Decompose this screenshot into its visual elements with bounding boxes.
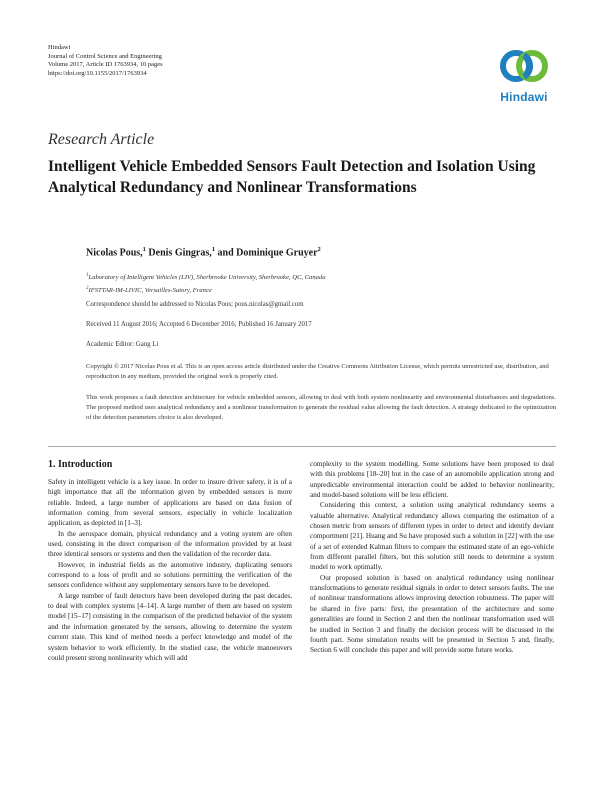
affiliation-mark: 2 xyxy=(86,286,89,292)
author-name[interactable]: Nicolas Pous, xyxy=(86,247,143,259)
author-name[interactable]: Denis Gingras, xyxy=(148,247,212,259)
author-name[interactable]: and Dominique Gruyer xyxy=(217,247,318,259)
affiliation-item xyxy=(86,283,556,296)
section-heading: 1. Introduction xyxy=(48,459,113,470)
paragraph: Considering this context, a solution using analytical redundancy seems a valuable alternative. Analytical redundancy allows comparing the estimation of a chosen metric from sensors of different types in order to detect and identify deviant comportment [21]. Huang and Su have proposed such a solution in [22] with the use of a set of extended Kalman filters to compare the estimated state of an ego-vehicle from different parallel filters, but this solution still needs to determine a system model to work optimally. xyxy=(310,501,554,572)
affiliation-text: IFSTTAR-IM-LIVIC, Versailles-Satory, France xyxy=(88,287,212,295)
author-affil-mark: 2 xyxy=(317,246,321,253)
article-type: Research Article xyxy=(48,131,155,148)
author-affil-mark: 1 xyxy=(142,246,146,253)
paragraph: complexity to the system modelling. Some solutions have been proposed to deal with this problems [18–20] but in the case of an automobile application strong and unpredictable environmental interaction could be added to behavior nonlinearity, and model-based solutions will be less efficient. xyxy=(310,460,554,500)
paragraph: Safety in intelligent vehicle is a key issue. In order to insure driver safety, it is of a high importance that all the information given by embedded sensors is more reliable. Indeed, a large number of applications are based on data fusion of information coming from several sensors, especially in vehicle localization application, as depicted in [1–3]. xyxy=(48,478,292,528)
body-column-left xyxy=(48,477,292,663)
publisher-name: Hindawi xyxy=(48,44,71,51)
author-list xyxy=(86,246,321,258)
copyright-notice: Copyright © 2017 Nicolas Pous et al. This is an open access article distributed under the Creative Commons Attribution License, which permits unrestricted use, distribution, and reproduction in any medium, provided the original work is properly cited. xyxy=(86,363,549,380)
paragraph: Our proposed solution is based on analytical redundancy using nonlinear transformations to generate residual signals in order to detect sensors faults. The use of nonlinear transformations allows improving detection robustness. The paper will be shared in five parts: first, the presentation of the architecture and some generalities are found in Section 2 and then the nonlinear transformation used will be studied in Section 3 and finally the decision process will be discussed in the fourth part. Some simulation results will be presented in Section 5 and, finally, Section 6 will conclude this paper and will provide some future works. xyxy=(310,573,554,655)
affiliations xyxy=(86,270,556,296)
journal-header xyxy=(48,44,163,78)
paragraph: In the aerospace domain, physical redundancy and a voting system are often used, consisting in the direct comparison of the information provided by at least three identical sensors or systems and then the validation of the recorder data. xyxy=(48,529,292,559)
abstract: This work proposes a fault detection architecture for vehicle embedded sensors, allowing to deal with both system nonlinearity and environmental disturbances and degradations. The proposed method uses analytical redundancy and a nonlinear transformation to generate the residual value allowing the fault detection. A strategy dedicated to the optimization of the detection parameters choice is also developed. xyxy=(86,394,556,421)
body-column-right xyxy=(310,459,554,656)
hindawi-logo-icon xyxy=(494,40,554,90)
author-affil-mark: 1 xyxy=(211,246,216,253)
hindawi-logo xyxy=(494,40,554,106)
affiliation-mark: 1 xyxy=(86,273,89,278)
academic-editor: Academic Editor: Gang Li xyxy=(86,341,159,348)
affiliation-item xyxy=(86,270,556,283)
paragraph: However, in industrial fields as the automotive industry, duplicating sensors correspond to a loss of profit and so solutions permitting the verification of the sensors confidence without any supplementary sensors have to be developed. xyxy=(48,560,292,590)
publication-dates: Received 11 August 2016; Accepted 6 December 2016; Published 16 January 2017 xyxy=(86,321,312,328)
correspondence: Correspondence should be addressed to Nicolas Pous; pous.nicolas@gmail.com xyxy=(86,301,304,308)
page-title: Intelligent Vehicle Embedded Sensors Fault Detection and Isolation Using Analytical Redundancy and Nonlinear Transformations xyxy=(48,158,536,196)
section-divider xyxy=(48,446,556,447)
volume-info: Volume 2017, Article ID 1763934, 10 pages xyxy=(48,61,163,69)
affiliation-text: Laboratory of Intelligent Vehicles (LIV), Sherbrooke University, Sherbrooke, QC, Canada xyxy=(88,274,326,282)
logo-wordmark: Hindawi xyxy=(500,90,548,104)
journal-name: Journal of Control Science and Engineering xyxy=(48,52,162,60)
paragraph: A large number of fault detectors have been developed during the past decades, to deal with complex systems [4–14]. A large number of them are based on system model [15–17] consisting in the comparison of the predicted behavior of the system and the information generated by the sensors, allowing to determine the system current state. This kind of method needs a perfect knowledge and model of the system behavior to work efficiently. In the studied case, the vehicle manoeuvers could present strong nonlinearity which will add xyxy=(48,591,292,662)
doi-link[interactable]: https://doi.org/10.1155/2017/1763934 xyxy=(48,69,147,77)
